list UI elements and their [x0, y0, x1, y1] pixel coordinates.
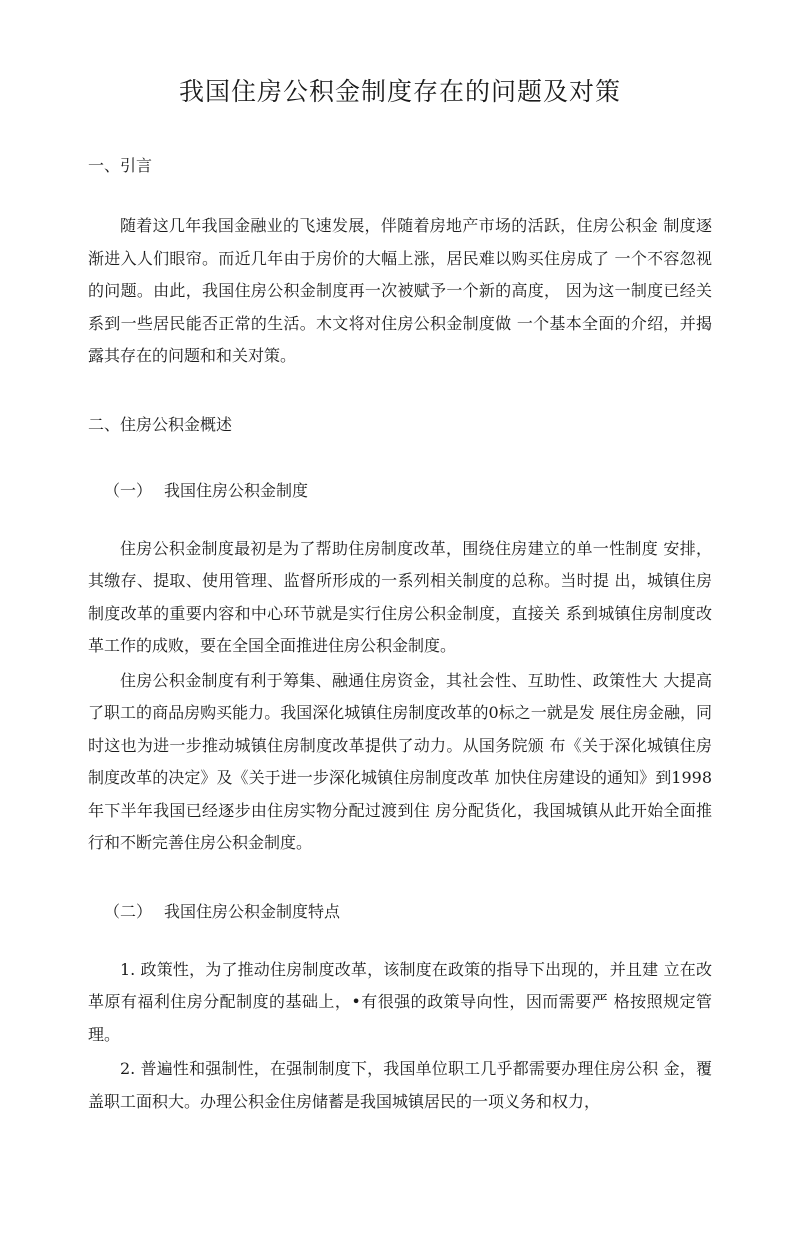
- subsection-heading-2: [88, 900, 712, 924]
- subsection-title-2: 我国住房公积金制度特点: [164, 901, 341, 921]
- document-page: [0, 72, 800, 1255]
- subsection-number-2: （二）: [104, 901, 153, 921]
- subsection-heading-1: [88, 479, 712, 503]
- subsection-2-paragraph-2: 2. 普遍性和强制性，在强制制度下，我国单位职工几乎都需要办理住房公积 金，覆盖职工面积大。办理公积金住房储蓄是我国城镇居民的一项义务和权力，: [88, 1059, 712, 1111]
- section-heading-intro: 一、引言: [88, 156, 153, 175]
- section-heading-overview: 二、住房公积金概述: [88, 414, 233, 434]
- subsection-number-1: （一）: [104, 480, 153, 500]
- subsection-1-paragraph-2: 住房公积金制度有利于筹集、融通住房资金，其社会性、互助性、政策性大 大提高了职工的商品房购买能力。我国深化城镇住房制度改革的0标之一就是发 展住房金融，同时这也为进一步推动城镇住房制度改革提供了动力。从国务院颁 布《关于深化城镇住房制度改革的决定》及《关于进一步深化城镇住房制度改革 加快住房建设的通知》到1998年下半年我国已经逐步由住房实物分配过渡到住 房分配货化，我国城镇从此开始全面推行和不断完善住房公积金制度。: [88, 670, 712, 852]
- subsection-1-paragraph-1: 住房公积金制度最初是为了帮助住房制度改革，围绕住房建立的单一性制度 安排，其缴存、提取、使用管理、监督所形成的一系列相关制度的总称。当时提 出，城镇住房制度改革的重要内容和中心环节就是实行住房公积金制度，直接关 系到城镇住房制度改革工作的成败，要在全国全面推进住房公积金制度。: [88, 538, 712, 655]
- intro-paragraph: 随着这几年我国金融业的飞速发展，伴随着房地产市场的活跃，住房公积金 制度逐渐进入人们眼帘。而近几年由于房价的大幅上涨，居民难以购买住房成了 一个不容忽视的问题。由此，我国住房公积金制度再一次被赋予一个新的高度， 因为这一制度已经关系到一些居民能否正常的生活。木文将对住房公积金制度做 一个基本全面的介绍，并揭露其存在的问题和和关对策。: [88, 216, 712, 365]
- document-title: 我国住房公积金制度存在的问题及对策: [178, 77, 621, 106]
- subsection-2-paragraph-1: 1. 政策性，为了推动住房制度改革，该制度在政策的指导下出现的，并且建 立在改革原有福利住房分配制度的基础上，•有很强的政策导向性，因而需要严 格按照规定管理。: [88, 959, 712, 1044]
- subsection-title-1: 我国住房公积金制度: [164, 480, 309, 500]
